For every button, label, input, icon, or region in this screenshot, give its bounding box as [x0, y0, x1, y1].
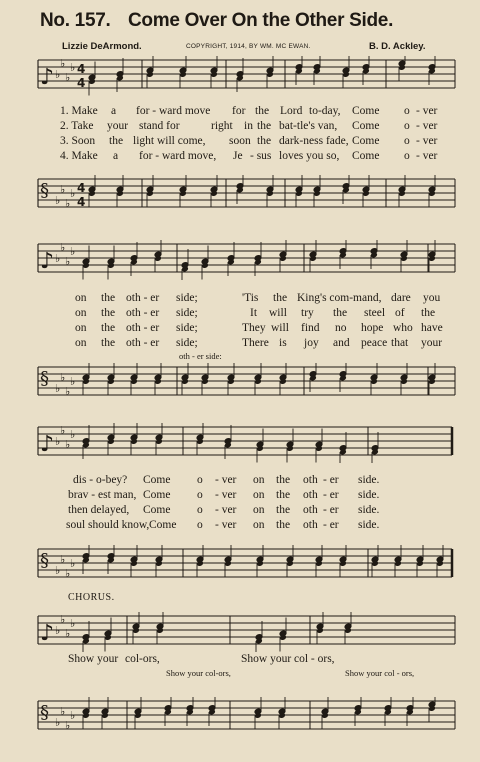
svg-text:♭: ♭: [65, 255, 71, 268]
verse-1-line: dis - o-bey? Come o - ver on the oth - er side.: [73, 474, 380, 486]
svg-text:♭: ♭: [55, 194, 61, 207]
svg-text:4: 4: [77, 181, 86, 195]
svg-text:♭: ♭: [60, 553, 66, 566]
verse-2-line: brav - est man, Come o - ver on the oth - er side.: [68, 489, 380, 501]
svg-text:4: 4: [77, 62, 86, 76]
composer: B. D. Ackley.: [369, 41, 426, 52]
bass-staff-1: [0, 175, 480, 215]
svg-text:♭: ♭: [55, 624, 61, 637]
verse-2-line: on the oth - er side; It will try the steel of the: [75, 307, 436, 319]
svg-text:♭: ♭: [60, 57, 66, 70]
svg-text:4: 4: [77, 195, 86, 209]
svg-text:§: §: [40, 368, 49, 389]
svg-text:♪: ♪: [40, 65, 55, 90]
verse-1-line: 1. Make a for - ward move for the Lord to-day, Come o - ver: [60, 105, 438, 117]
svg-text:♭: ♭: [65, 719, 71, 732]
chorus-label: CHORUS.: [68, 592, 115, 603]
svg-text:♭: ♭: [60, 241, 66, 254]
verse-1-line: on the oth - er side; 'Tis the King's com-mand, dare you: [75, 292, 441, 304]
svg-text:♪: ♪: [40, 621, 55, 646]
copyright-notice: COPYRIGHT, 1914, BY WM. MC EWAN.: [186, 43, 311, 50]
svg-text:♪: ♪: [40, 249, 55, 274]
svg-text:♭: ♭: [70, 375, 76, 388]
verse-4-line: soul should know, Come o - ver on the oth - er side.: [66, 519, 380, 531]
svg-text:♭: ♭: [65, 385, 71, 398]
verse-3-line: 3. Soon the light will come, soon the dark-ness fade, Come o - ver: [60, 135, 438, 147]
hymn-title: Come Over On the Other Side.: [128, 10, 394, 31]
svg-text:♭: ♭: [55, 564, 61, 577]
verse-3-line: then delayed, Come o - ver on the oth - er side.: [68, 504, 380, 516]
svg-text:♭: ♭: [60, 705, 66, 718]
verse-2-line: 2. Take your stand for right in the bat-tle's van, Come o - ver: [60, 120, 438, 132]
svg-text:4: 4: [77, 76, 86, 90]
lyricist: Lizzie DeArmond.: [62, 41, 142, 52]
svg-text:§: §: [40, 180, 49, 201]
bass-echo-words: oth - er side:: [179, 351, 222, 361]
svg-text:♭: ♭: [55, 382, 61, 395]
svg-text:♭: ♭: [70, 61, 76, 74]
svg-text:♭: ♭: [60, 183, 66, 196]
treble-staff-3: [0, 423, 480, 463]
bass-staff-2: [0, 363, 480, 403]
bass-echo-words: Show your col-ors, Show your col - ors,: [166, 668, 415, 678]
svg-text:♭: ♭: [65, 627, 71, 640]
svg-text:♭: ♭: [70, 245, 76, 258]
svg-text:♭: ♭: [70, 557, 76, 570]
svg-text:♭: ♭: [65, 197, 71, 210]
svg-text:♭: ♭: [70, 187, 76, 200]
svg-text:§: §: [40, 702, 49, 723]
svg-text:♭: ♭: [65, 438, 71, 451]
hymn-header: [0, 0, 480, 58]
svg-text:♭: ♭: [55, 716, 61, 729]
bass-staff-3: [0, 545, 480, 585]
svg-text:♪: ♪: [40, 432, 55, 457]
chorus-line: Show your col-ors, Show your col - ors,: [68, 653, 335, 665]
svg-text:♭: ♭: [60, 424, 66, 437]
svg-text:♭: ♭: [55, 252, 61, 265]
svg-text:♭: ♭: [70, 709, 76, 722]
svg-text:♭: ♭: [55, 68, 61, 81]
svg-text:♭: ♭: [70, 617, 76, 630]
treble-staff-1: [0, 56, 480, 96]
svg-text:♭: ♭: [60, 613, 66, 626]
verse-4-line: 4. Make a for - ward move, Je - sus loves you so, Come o - ver: [60, 150, 438, 162]
svg-text:§: §: [40, 550, 49, 571]
svg-text:♭: ♭: [55, 435, 61, 448]
svg-text:♭: ♭: [65, 71, 71, 84]
treble-staff-2: [0, 240, 480, 280]
svg-text:♭: ♭: [60, 371, 66, 384]
bass-staff-4: [0, 697, 480, 737]
verse-3-line: on the oth - er side; They will find no hope who have: [75, 322, 443, 334]
svg-text:♭: ♭: [70, 428, 76, 441]
hymn-number: No. 157.: [40, 10, 111, 31]
svg-text:♭: ♭: [65, 567, 71, 580]
treble-staff-4: [0, 612, 480, 652]
verse-4-line: on the oth - er side; There is joy and peace that your: [75, 337, 443, 349]
